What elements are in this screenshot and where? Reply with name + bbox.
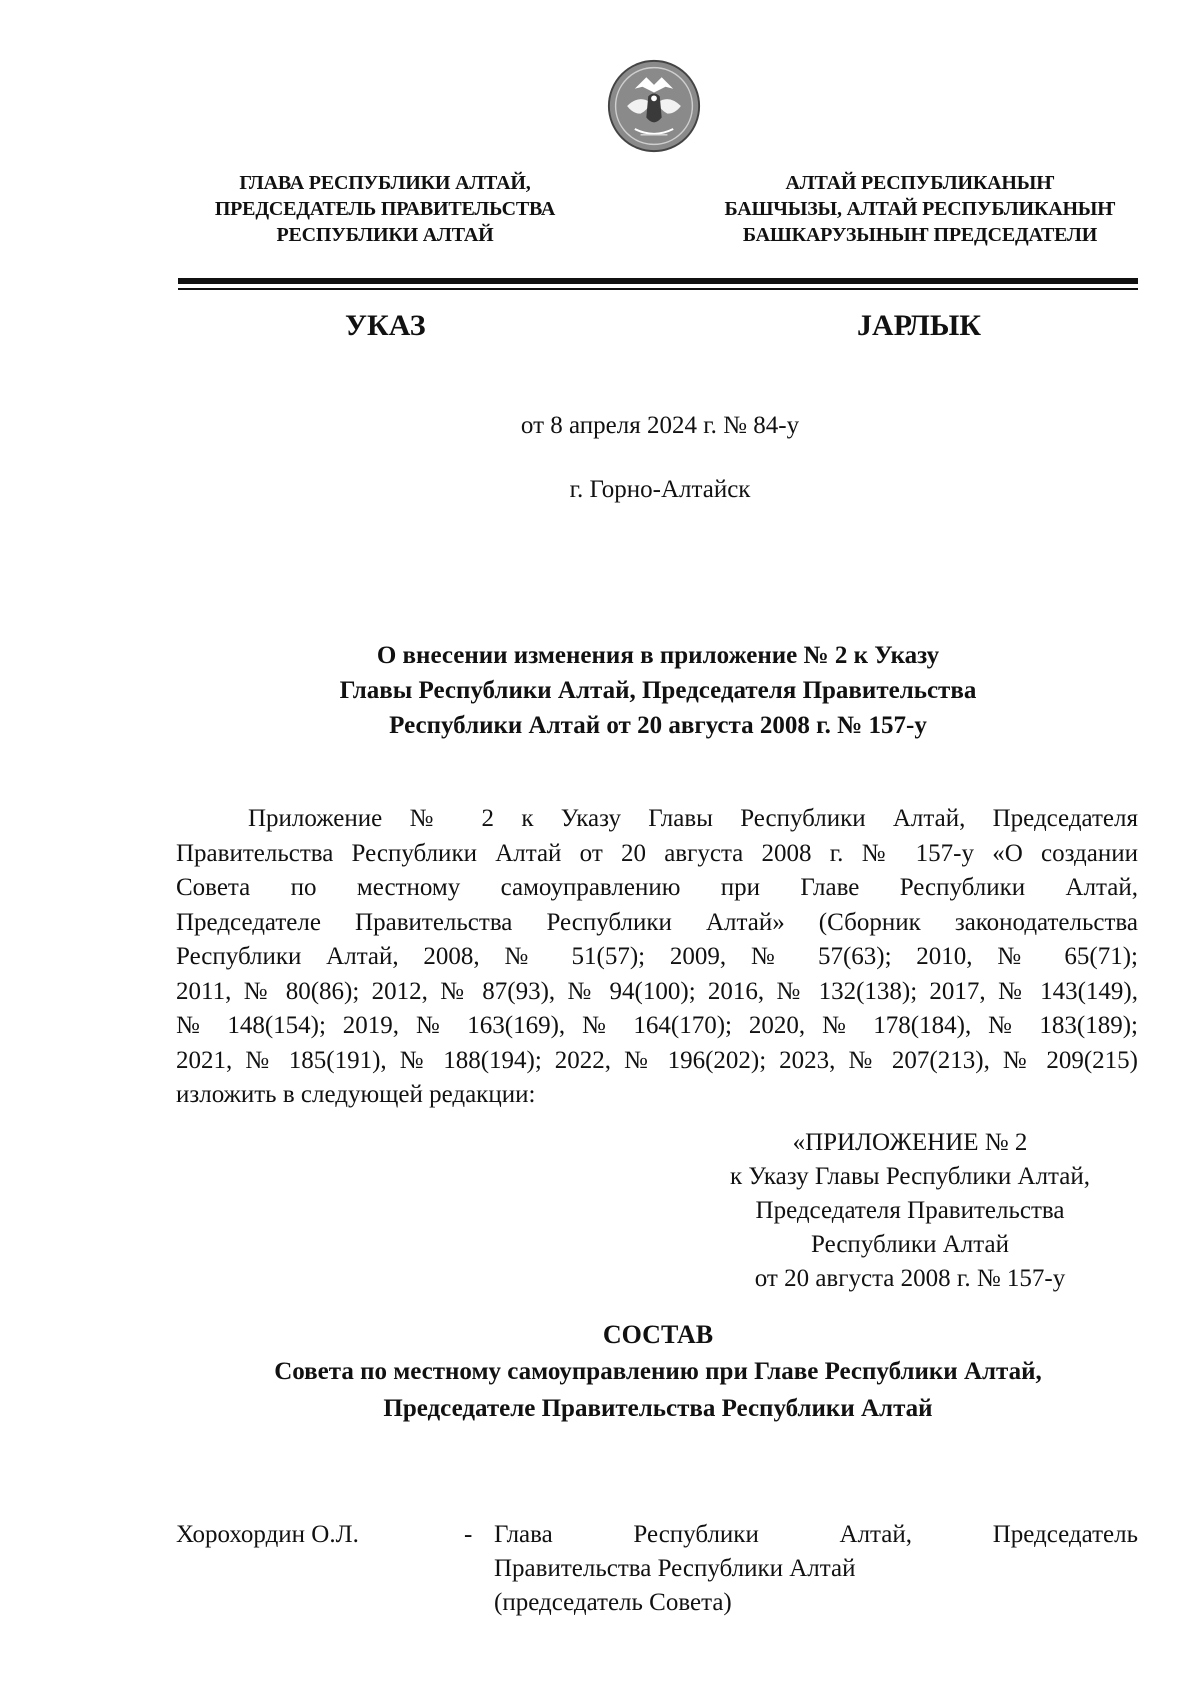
decree-title — [178, 638, 1138, 743]
header-right-block — [700, 170, 1140, 248]
member-role-line: Глава Республики Алтай, Председатель — [494, 1521, 1138, 1548]
altai-coat-of-arms-icon — [606, 58, 702, 154]
appendix-line: Республики Алтай — [811, 1231, 1009, 1258]
composition-subtitle-line: Председателе Правительства Республики Алтай — [383, 1395, 933, 1422]
header-left-line: ПРЕДСЕДАТЕЛЬ ПРАВИТЕЛЬСТВА — [214, 198, 556, 220]
body-line: № 148(154); 2019, № 163(169), № 164(170); 2020, № 178(184), № 183(189); — [176, 1012, 1138, 1039]
composition-heading — [178, 1316, 1138, 1427]
body-line: Совета по местному самоуправлению при Главе Республики Алтай, — [176, 874, 1138, 901]
composition-subtitle-line: Совета по местному самоуправлению при Главе Республики Алтай, — [274, 1358, 1042, 1385]
decree-body-paragraph — [176, 802, 1138, 1113]
member-name: Хорохордин О.Л. — [176, 1521, 359, 1548]
appendix-reference-block — [660, 1126, 1160, 1296]
body-line: 2021, № 185(191), № 188(194); 2022, № 196(202); 2023, № 207(213), № 209(215) — [176, 1046, 1138, 1074]
header-right-line: БАШКАРУЗЫНЫҤ ПРЕДСЕДАТЕЛИ — [742, 224, 1098, 246]
header-right-line: БАШЧЫЗЫ, АЛТАЙ РЕСПУБЛИКАНЫҤ — [724, 198, 1116, 220]
appendix-line: «ПРИЛОЖЕНИЕ № 2 — [792, 1129, 1028, 1156]
header-left-line: РЕСПУБЛИКИ АЛТАЙ — [276, 224, 494, 246]
member-role-line: (председатель Совета) — [494, 1589, 732, 1616]
decree-title-line: О внесении изменения в приложение № 2 к Указу — [376, 642, 940, 669]
composition-title: СОСТАВ — [602, 1320, 714, 1349]
header-divider-thin — [178, 288, 1138, 290]
doc-type-russian: УКАЗ — [345, 309, 426, 342]
header-left-line: ГЛАВА РЕСПУБЛИКИ АЛТАЙ, — [239, 172, 531, 194]
appendix-line: к Указу Главы Республики Алтай, — [729, 1163, 1090, 1190]
appendix-line: от 20 августа 2008 г. № 157-у — [754, 1265, 1066, 1292]
body-line: Приложение № 2 к Указу Главы Республики Алтай, Председателя — [248, 805, 1138, 832]
member-dash: - — [464, 1521, 473, 1548]
header-divider-thick — [178, 278, 1138, 284]
decree-city: г. Горно-Алтайск — [569, 476, 751, 503]
decree-title-line: Главы Республики Алтай, Председателя Правительства — [339, 677, 977, 704]
header-left-block — [175, 170, 595, 248]
body-line: Председателе Правительства Республики Алтай» (Сборник законодательства — [176, 908, 1138, 936]
body-line: 2011, № 80(86); 2012, № 87(93), № 94(100); 2016, № 132(138); 2017, № 143(149), — [176, 977, 1138, 1005]
header-right-line: АЛТАЙ РЕСПУБЛИКАНЫҤ — [785, 172, 1055, 194]
appendix-line: Председателя Правительства — [755, 1197, 1065, 1224]
doc-type-altai: ЈАРЛЫК — [857, 309, 982, 342]
decree-date-number: от 8 апреля 2024 г. № 84-у — [520, 412, 800, 439]
body-line: Республики Алтай, 2008, № 51(57); 2009, № 57(63); 2010, № 65(71); — [176, 943, 1138, 970]
member-role — [494, 1518, 1138, 1620]
decree-title-line: Республики Алтай от 20 августа 2008 г. № 157-у — [389, 712, 927, 739]
body-line: изложить в следующей редакции: — [176, 1081, 536, 1108]
member-role-line: Правительства Республики Алтай — [494, 1555, 856, 1582]
body-line: Правительства Республики Алтай от 20 августа 2008 г. № 157-у «О создании — [176, 839, 1138, 867]
